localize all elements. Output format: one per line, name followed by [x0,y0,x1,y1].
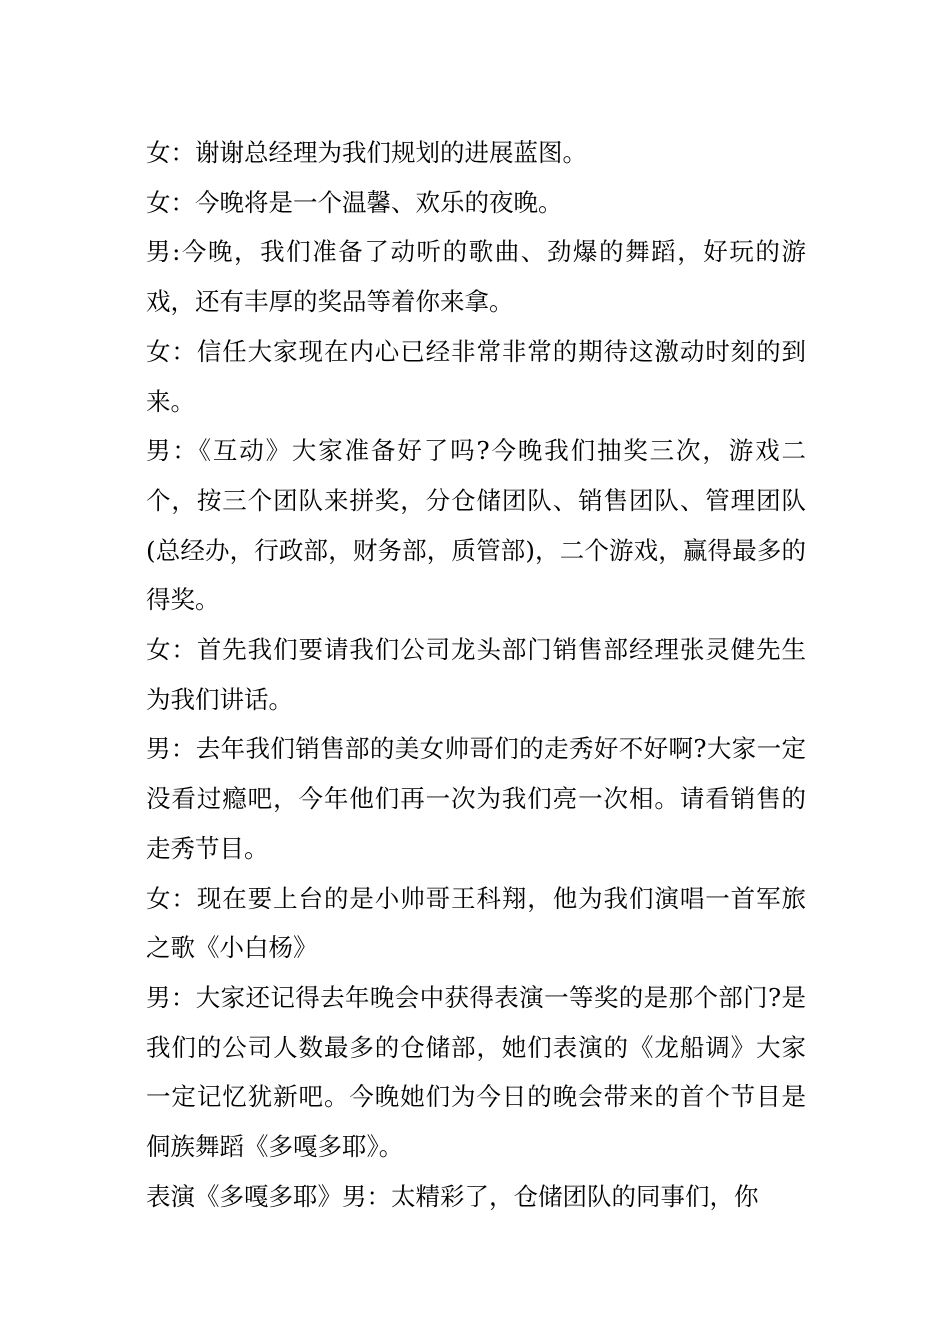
paragraph-5: 男：《互动》大家准备好了吗?今晚我们抽奖三次，游戏二个，按三个团队来拼奖，分仓储团队、销售团队、管理团队(总经办，行政部，财务部，质管部)，二个游戏，赢得最多的得奖。 [146,436,806,615]
paragraph-7: 男：去年我们销售部的美女帅哥们的走秀好不好啊?大家一定没看过瘾吧，今年他们再一次为我们亮一次相。请看销售的走秀节目。 [146,734,806,863]
paragraph-3: 男:今晚，我们准备了动听的歌曲、劲爆的舞蹈，好玩的游戏，还有丰厚的奖品等着你来拿。 [146,237,806,317]
paragraph-8: 女：现在要上台的是小帅哥王科翔，他为我们演唱一首军旅之歌《小白杨》 [146,883,806,963]
paragraph-2: 女：今晚将是一个温馨、欢乐的夜晚。 [146,187,563,217]
paragraph-10: 表演《多嘎多耶》男：太精彩了，仓储团队的同事们，你 [146,1181,759,1211]
paragraph-4: 女：信任大家现在内心已经非常非常的期待这激动时刻的到来。 [146,336,806,416]
paragraph-1: 女：谢谢总经理为我们规划的进展蓝图。 [146,138,587,167]
paragraph-9: 男：大家还记得去年晚会中获得表演一等奖的是那个部门?是我们的公司人数最多的仓储部，她们表演的《龙船调》大家一定记忆犹新吧。今晚她们为今日的晚会带来的首个节目是侗族舞蹈《多嘎多耶》。 [146,982,806,1162]
paragraph-6: 女：首先我们要请我们公司龙头部门销售部经理张灵健先生为我们讲话。 [146,635,806,714]
document-body [146,128,806,1221]
